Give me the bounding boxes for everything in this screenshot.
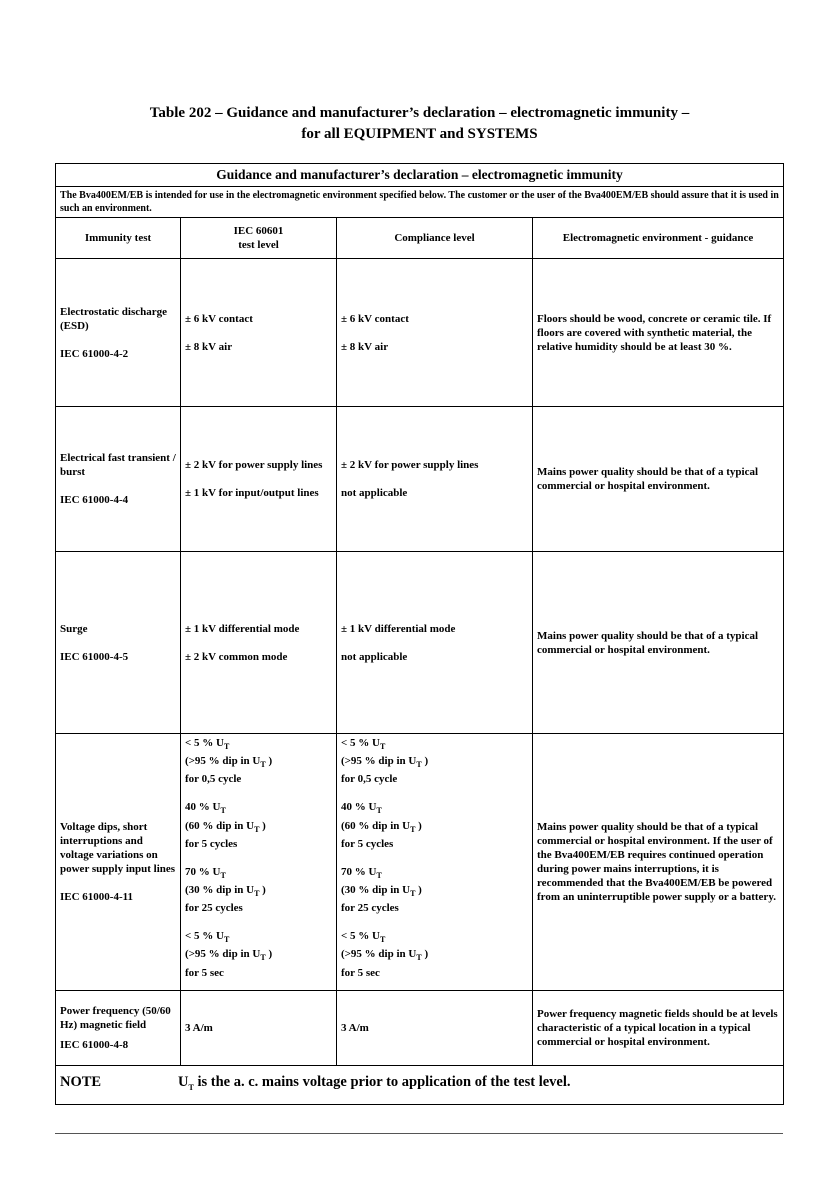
eft-comp-power: ± 2 kV for power supply lines [341, 459, 479, 471]
paren-close: ) [421, 948, 429, 961]
dips-level-c2: (30 % dip in U [185, 883, 255, 896]
note-u: U [178, 1074, 189, 1091]
paren-close: ) [265, 948, 273, 961]
dips-level-a3: for 0,5 cycle [185, 773, 242, 786]
cell-eft-level [181, 407, 337, 552]
cell-esd-level [181, 259, 337, 407]
surge-test-standard: IEC 61000-4-5 [60, 650, 129, 663]
surge-level-common: ± 2 kV common mode [185, 650, 288, 663]
table-intro: The Bva400EM/EB is intended for use in the electromagnetic environment specified below. The customer or the user of the Bva400EM/EB should assure that it is used in such an environment. [56, 187, 784, 218]
ut-subscript: T [223, 935, 230, 945]
cell-pf-level: 3 A/m [181, 991, 337, 1066]
paren-close: ) [421, 755, 429, 768]
dips-level-d2: (>95 % dip in U [185, 948, 261, 961]
dips-level-d1: < 5 % U [185, 930, 224, 943]
ut-subscript: T [260, 760, 266, 770]
cell-surge-level [181, 552, 337, 734]
dips-comp-b1: 40 % U [341, 801, 377, 814]
ut-subscript: T [220, 806, 226, 816]
eft-level-io: ± 1 kV for input/output lines [185, 487, 319, 499]
note-label: NOTE [60, 1074, 102, 1091]
pf-test-name: Power frequency (50/60 Hz) magnetic field [60, 1005, 171, 1031]
cell-pf-guidance: Power frequency magnetic fields should be at levels characteristic of a typical location in a typical commercial or hospital environment. [533, 991, 784, 1066]
ut-subscript: T [223, 742, 230, 752]
cell-dips-compliance [337, 734, 533, 991]
title-line-1: Table 202 – Guidance and manufacturer’s declaration – electromagnetic immunity – [149, 105, 690, 121]
cell-eft-test [56, 407, 181, 552]
col-head-environment: Electromagnetic environment - guidance [533, 218, 784, 259]
esd-comp-contact: ± 6 kV contact [341, 312, 409, 325]
dips-level-a2: (>95 % dip in U [185, 755, 261, 768]
table-row-power-frequency [56, 991, 784, 1066]
cell-note [56, 1066, 784, 1105]
table-row-eft [56, 407, 784, 552]
col-head-iec-line-2: test level [238, 239, 279, 251]
paren-close: ) [415, 883, 422, 896]
dips-comp-d2: (>95 % dip in U [341, 948, 417, 961]
ut-subscript: T [379, 742, 386, 752]
cell-surge-guidance: Mains power quality should be that of a typical commercial or hospital environment. [533, 552, 784, 734]
cell-dips-level [181, 734, 337, 991]
dips-comp-a3: for 0,5 cycle [341, 773, 398, 786]
cell-pf-test [56, 991, 181, 1066]
col-head-iec-line-1: IEC 60601 [233, 225, 284, 237]
dips-comp-c3: for 25 cycles [341, 902, 399, 915]
dips-level-c3: for 25 cycles [185, 902, 243, 915]
cell-esd-guidance: Floors should be wood, concrete or ceramic tile. If floors are covered with synthetic material, the relative humidity should be at least 30 %. [533, 259, 784, 407]
ut-subscript: T [376, 870, 382, 880]
dips-comp-a1: < 5 % U [341, 737, 380, 749]
page-title [0, 103, 839, 145]
ut-subscript: T [416, 953, 422, 963]
ut-subscript: T [376, 806, 382, 816]
esd-level-air: ± 8 kV air [185, 340, 233, 353]
cell-dips-test [56, 734, 181, 991]
dips-comp-b2: (60 % dip in U [341, 819, 411, 832]
pf-test-standard: IEC 61000-4-8 [60, 1039, 129, 1051]
ut-subscript: T [254, 824, 260, 834]
table-row-surge [56, 552, 784, 734]
dips-comp-c2: (30 % dip in U [341, 883, 411, 896]
esd-test-name: Electrostatic discharge (ESD) [60, 305, 168, 332]
eft-comp-io: not applicable [341, 487, 408, 499]
dips-comp-d1: < 5 % U [341, 930, 380, 943]
table-row-note [56, 1066, 784, 1105]
table-row-voltage-dips [56, 734, 784, 991]
col-head-immunity: Immunity test [56, 218, 181, 259]
cell-esd-test [56, 259, 181, 407]
cell-eft-guidance: Mains power quality should be that of a typical commercial or hospital environment. [533, 407, 784, 552]
dips-level-b3: for 5 cycles [185, 837, 238, 850]
paren-close: ) [265, 755, 273, 768]
esd-level-contact: ± 6 kV contact [185, 312, 253, 325]
ut-subscript: T [410, 889, 416, 899]
eft-test-name: Electrical fast transient / burst [60, 452, 176, 478]
ut-subscript: T [254, 889, 260, 899]
ut-subscript: T [416, 760, 422, 770]
dips-comp-c1: 70 % U [341, 865, 377, 878]
surge-test-name: Surge [60, 622, 88, 635]
paren-close: ) [259, 819, 266, 832]
cell-surge-compliance [337, 552, 533, 734]
paren-close: ) [415, 819, 422, 832]
ut-subscript: T [220, 870, 226, 880]
ut-subscript: T [379, 935, 386, 945]
paren-close: ) [259, 883, 266, 896]
ut-subscript: T [410, 824, 416, 834]
dips-level-d3: for 5 sec [185, 966, 224, 979]
note-subscript: T [188, 1082, 194, 1092]
surge-level-differential: ± 1 kV differential mode [185, 622, 300, 635]
eft-level-power: ± 2 kV for power supply lines [185, 459, 323, 471]
surge-comp-common: not applicable [341, 650, 408, 663]
table-heading: Guidance and manufacturer’s declaration – electromagnetic immunity [56, 164, 784, 187]
dips-level-b2: (60 % dip in U [185, 819, 255, 832]
dips-test-standard: IEC 61000-4-11 [60, 891, 134, 903]
immunity-table [55, 163, 784, 1105]
cell-esd-compliance [337, 259, 533, 407]
table-row-esd [56, 259, 784, 407]
footer-divider [55, 1133, 783, 1134]
eft-test-standard: IEC 61000-4-4 [60, 494, 129, 506]
dips-comp-b3: for 5 cycles [341, 837, 394, 850]
esd-comp-air: ± 8 kV air [341, 340, 389, 353]
dips-level-c1: 70 % U [185, 865, 221, 878]
cell-dips-guidance: Mains power quality should be that of a typical commercial or hospital environment. If the user of the Bva400EM/EB requires continued operation during power mains interruptions, it is recommended that the Bva400EM/EB be powered from an uninterruptible power supply or a battery. [533, 734, 784, 991]
cell-pf-compliance: 3 A/m [337, 991, 533, 1066]
ut-subscript: T [260, 953, 266, 963]
cell-eft-compliance [337, 407, 533, 552]
dips-comp-a2: (>95 % dip in U [341, 755, 417, 768]
title-line-2: for all EQUIPMENT and SYSTEMS [301, 126, 538, 142]
dips-test-name: Voltage dips, short interruptions and voltage variations on power supply input lines [60, 821, 176, 875]
col-head-iec [181, 218, 337, 259]
dips-level-a1: < 5 % U [185, 737, 224, 749]
col-head-compliance: Compliance level [337, 218, 533, 259]
dips-level-b1: 40 % U [185, 801, 221, 814]
cell-surge-test [56, 552, 181, 734]
esd-test-standard: IEC 61000-4-2 [60, 347, 129, 360]
note-text: is the a. c. mains voltage prior to application of the test level. [193, 1074, 571, 1091]
dips-comp-d3: for 5 sec [341, 966, 380, 979]
surge-comp-differential: ± 1 kV differential mode [341, 622, 456, 635]
